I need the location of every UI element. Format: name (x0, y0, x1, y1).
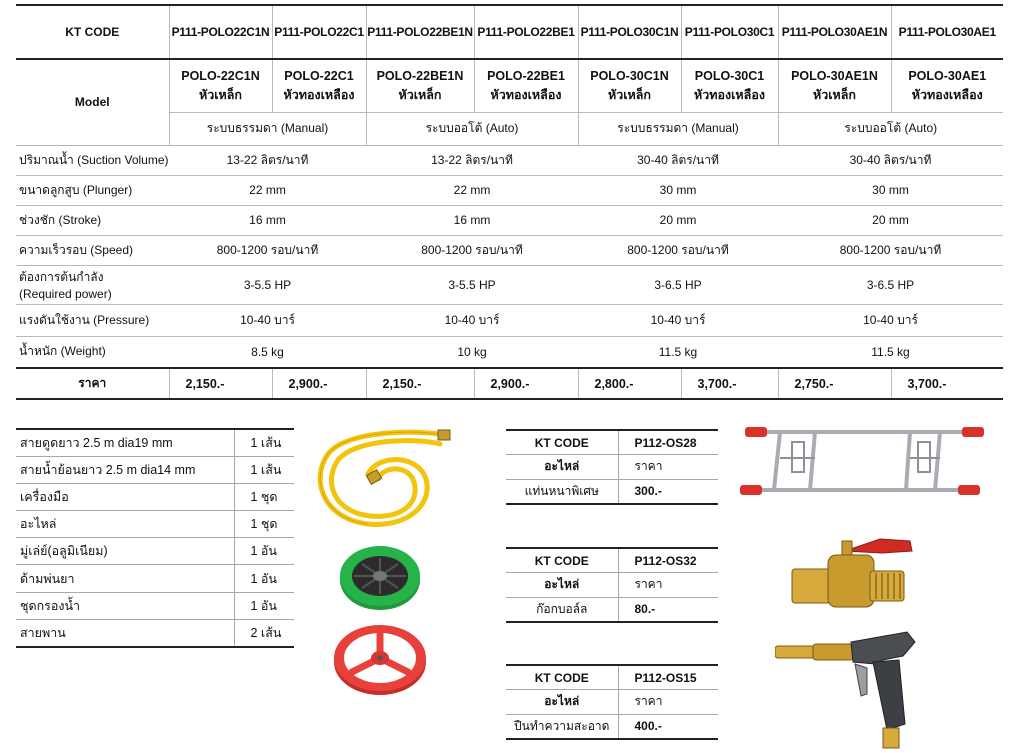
spec-row (16, 205, 1003, 235)
spec-row-label (16, 265, 169, 304)
accessory-row (16, 565, 294, 592)
model-cell (366, 59, 474, 112)
part-code: P112-OS15 (618, 665, 718, 690)
model-head: หัวเหล็ก (813, 87, 856, 102)
green-pulley-image (338, 542, 422, 614)
spec-value: 10 kg (457, 344, 487, 359)
price-label: ราคา (78, 376, 107, 390)
spec-value: 3-6.5 HP (654, 277, 702, 292)
accessory-row (16, 429, 294, 456)
model-name: POLO-22BE1N (376, 68, 464, 83)
accessory-row (16, 592, 294, 619)
part-code: P112-OS32 (618, 548, 718, 573)
ball-valve-image (790, 533, 925, 613)
part-price: 80.- (618, 597, 718, 622)
spec-row (16, 145, 1003, 175)
accessory-qty: 1 เส้น (234, 429, 294, 456)
hose-image (308, 424, 458, 534)
price-cell: 2,900.- (474, 368, 578, 399)
model-name: POLO-30AE1N (791, 68, 878, 83)
model-cell (474, 59, 578, 112)
part-label: อะไหล่ (544, 577, 580, 592)
accessory-item: ด้ามพ่นยา (20, 571, 75, 586)
accessories-table (16, 428, 294, 648)
part-code: P112-OS28 (618, 430, 718, 455)
spec-value: 22 mm (249, 183, 286, 197)
part-table-os28 (506, 429, 718, 505)
kt-code-cell: P111-POLO22C1N (169, 5, 272, 59)
accessory-item: ชุดกรองน้ำ (20, 598, 81, 613)
price-label: ราคา (618, 455, 718, 480)
spec-value: 30 mm (872, 183, 909, 197)
spec-row-label-line: ต้องการต้นกำลัง (19, 270, 104, 284)
price-row (16, 368, 1003, 399)
red-pulley-image (330, 622, 430, 698)
kt-code-cell: P111-POLO30C1 (681, 5, 778, 59)
kt-code-label: KT CODE (534, 670, 589, 685)
kt-code-label: KT CODE (534, 553, 589, 568)
price-cell: 2,900.- (272, 368, 366, 399)
accessory-qty: 1 ชุด (234, 483, 294, 510)
spec-value: 11.5 kg (871, 344, 910, 359)
model-name: POLO-30C1 (694, 68, 765, 83)
base-frame-image (740, 418, 985, 513)
spec-row-label: น้ำหนัก (Weight) (19, 344, 106, 359)
spec-row (16, 175, 1003, 205)
kt-code-cell: P111-POLO30C1N (578, 5, 681, 59)
spec-value: 8.5 kg (251, 344, 284, 359)
accessory-item: สายพาน (20, 625, 66, 640)
kt-code-cell: P111-POLO30AE1N (778, 5, 891, 59)
part-label: อะไหล่ (544, 459, 580, 474)
price-cell: 3,700.- (891, 368, 1003, 399)
spec-row-label: ปริมาณน้ำ (Suction Volume) (19, 152, 169, 167)
model-cell (169, 59, 272, 112)
spec-value: 800-1200 รอบ/นาที (627, 242, 729, 257)
model-head: หัวเหล็ก (199, 87, 242, 102)
spec-value: 30-40 ลิตร/นาที (637, 152, 719, 167)
spec-row (16, 336, 1003, 368)
price-cell: 2,150.- (169, 368, 272, 399)
accessory-row (16, 619, 294, 646)
spec-value: 3-6.5 HP (866, 277, 915, 292)
spec-value: 22 mm (453, 183, 491, 197)
accessory-qty: 2 เส้น (234, 619, 294, 646)
price-label: ราคา (618, 690, 718, 715)
accessory-qty: 1 อัน (234, 538, 294, 565)
spec-value: 3-5.5 HP (243, 277, 292, 292)
accessory-qty: 1 เส้น (234, 456, 294, 483)
accessory-row (16, 483, 294, 510)
part-table-os32 (506, 547, 718, 623)
spec-row-label: แรงดันใช้งาน (Pressure) (19, 312, 150, 327)
spray-gun-image (775, 624, 920, 752)
model-head: หัวทองเหลือง (694, 87, 765, 102)
accessory-item: เครื่องมือ (20, 489, 69, 504)
spec-value: 20 mm (872, 213, 909, 227)
spec-value: 800-1200 รอบ/นาที (421, 242, 523, 257)
accessory-item: มู่เล่ย์(อลูมิเนียม) (20, 544, 108, 559)
model-name: POLO-22C1 (284, 68, 354, 83)
spec-row-label-line: (Required power) (19, 287, 112, 301)
model-cell (778, 59, 891, 112)
system-cell: ระบบธรรมดา (Manual) (169, 112, 366, 145)
part-name: แท่นหนาพิเศษ (524, 483, 599, 498)
spec-value: 30-40 ลิตร/นาที (849, 152, 932, 167)
spec-value: 10-40 บาร์ (650, 312, 706, 327)
spec-value: 800-1200 รอบ/นาที (216, 242, 319, 257)
model-name: POLO-22BE1 (487, 68, 565, 83)
accessory-qty: 1 ชุด (234, 511, 294, 538)
system-cell: ระบบออโต้ (Auto) (366, 112, 578, 145)
part-price: 400.- (618, 714, 718, 739)
model-name: POLO-22C1N (181, 68, 260, 83)
spec-value: 3-5.5 HP (448, 277, 496, 292)
accessory-row (16, 538, 294, 565)
kt-code-row (16, 5, 1003, 59)
spec-value: 16 mm (453, 213, 491, 227)
kt-code-cell: P111-POLO22C1 (272, 5, 366, 59)
model-cell (681, 59, 778, 112)
accessory-qty: 1 อัน (234, 565, 294, 592)
price-cell: 2,750.- (778, 368, 891, 399)
part-label: อะไหล่ (544, 694, 580, 709)
kt-code-cell: P111-POLO22BE1 (474, 5, 578, 59)
model-head: หัวทองเหลือง (911, 87, 983, 102)
model-head: หัวเหล็ก (398, 87, 442, 102)
spec-row (16, 304, 1003, 336)
kt-code-label: KT CODE (534, 435, 589, 450)
spec-value: 13-22 ลิตร/นาที (431, 152, 513, 167)
spec-row-label: ความเร็วรอบ (Speed) (19, 242, 133, 257)
spec-value: 30 mm (659, 183, 697, 197)
system-cell: ระบบธรรมดา (Manual) (578, 112, 778, 145)
price-cell: 2,800.- (578, 368, 681, 399)
spec-value: 10-40 บาร์ (444, 312, 500, 327)
accessory-item: อะไหล่ (20, 517, 57, 532)
kt-code-cell: P111-POLO30AE1 (891, 5, 1003, 59)
spec-value: 10-40 บาร์ (863, 312, 918, 327)
spec-value: 20 mm (659, 213, 697, 227)
model-cell (272, 59, 366, 112)
part-name: ก๊อกบอล์ล (536, 601, 588, 616)
model-name: POLO-30AE1 (908, 68, 987, 83)
price-label: ราคา (618, 573, 718, 598)
model-head: หัวทองเหลือง (283, 87, 355, 102)
model-cell (578, 59, 681, 112)
model-head: หัวเหล็ก (608, 87, 651, 102)
spec-row (16, 235, 1003, 265)
accessory-item: สายดูดยาว 2.5 m dia19 mm (20, 435, 173, 450)
system-cell: ระบบออโต้ (Auto) (778, 112, 1003, 145)
spec-table (16, 4, 1003, 400)
part-name: ปืนทำความสะอาด (514, 718, 610, 733)
spec-value: 13-22 ลิตร/นาที (226, 152, 309, 167)
accessory-row (16, 456, 294, 483)
price-cell: 2,150.- (366, 368, 474, 399)
kt-code-label: KT CODE (65, 25, 120, 39)
spec-row (16, 265, 1003, 304)
model-cell (891, 59, 1003, 112)
spec-row-label: ช่วงชัก (Stroke) (19, 212, 102, 227)
model-row (16, 59, 1003, 112)
accessory-qty: 1 อัน (234, 592, 294, 619)
spec-value: 16 mm (249, 213, 286, 227)
part-price: 300.- (618, 479, 718, 504)
spec-value: 10-40 บาร์ (240, 312, 295, 327)
model-head: หัวทองเหลือง (490, 87, 562, 102)
spec-value: 11.5 kg (658, 344, 698, 359)
accessory-row (16, 511, 294, 538)
price-cell: 3,700.- (681, 368, 778, 399)
accessory-item: สายน้ำย้อนยาว 2.5 m dia14 mm (20, 462, 196, 477)
part-table-os15 (506, 664, 718, 740)
spec-row-label: ขนาดลูกสูบ (Plunger) (19, 182, 133, 197)
model-label: Model (74, 95, 110, 110)
model-name: POLO-30C1N (590, 68, 669, 83)
kt-code-cell: P111-POLO22BE1N (366, 5, 474, 59)
spec-value: 800-1200 รอบ/นาที (839, 242, 942, 257)
